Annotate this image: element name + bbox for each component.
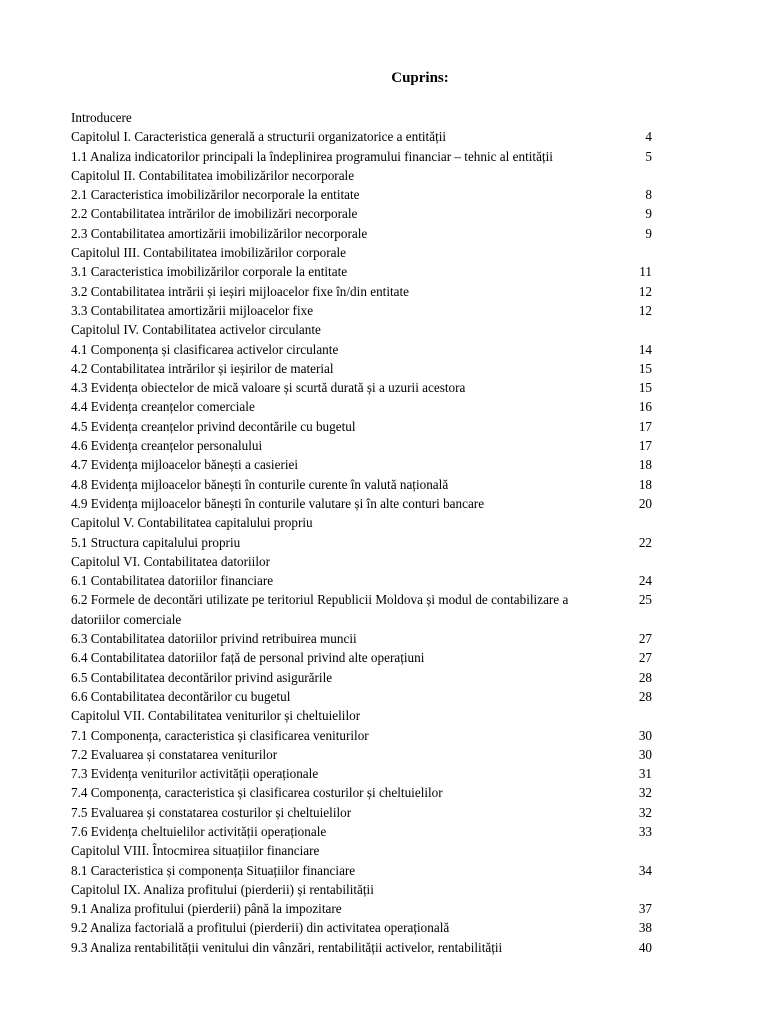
toc-entry-text: 4.6 Evidența creanțelor personalului <box>71 438 263 454</box>
toc-entry <box>71 513 652 532</box>
toc-entry-text: 6.5 Contabilitatea decontărilor privind asigurările <box>71 669 333 685</box>
toc-entry <box>71 841 652 860</box>
toc-entry-page: 15 <box>638 380 652 396</box>
toc-entry <box>71 571 652 590</box>
toc-entry-text: 6.3 Contabilitatea datoriilor privind retribuirea muncii <box>71 631 357 647</box>
toc-entry-text: 7.6 Evidența cheltuielilor activității operaționale <box>71 823 327 839</box>
toc-entry-page: 30 <box>638 727 652 743</box>
toc-entry-text: 2.1 Caracteristica imobilizărilor necorporale la entitate <box>71 187 360 203</box>
toc-entry-text: Capitolul VIII. Întocmirea situațiilor financiare <box>71 843 320 859</box>
table-of-contents <box>71 108 652 957</box>
toc-entry-text: 7.2 Evaluarea și constatarea veniturilor <box>71 746 278 762</box>
toc-entry-page: 28 <box>638 688 652 704</box>
toc-entry-text: Capitolul VI. Contabilitatea datoriilor <box>71 553 270 569</box>
toc-entry-page: 11 <box>639 264 652 280</box>
toc-entry-text: 4.4 Evidența creanțelor comerciale <box>71 399 255 415</box>
toc-entry-text: 4.9 Evidența mijloacelor bănești în conturile valutare și în alte conturi bancare <box>71 495 485 511</box>
toc-entry-page: 12 <box>638 283 652 299</box>
toc-entry-page: 24 <box>638 573 652 589</box>
toc-entry-page: 25 <box>638 592 652 608</box>
toc-entry-text: Capitolul I. Caracteristica generală a structurii organizatorice a entității <box>71 129 447 145</box>
toc-entry <box>71 783 652 802</box>
toc-entry-text: 4.2 Contabilitatea intrărilor și ieșirilor de material <box>71 360 334 376</box>
toc-entry <box>71 803 652 822</box>
toc-entry <box>71 262 652 281</box>
toc-entry-page: 32 <box>638 785 652 801</box>
toc-entry <box>71 166 652 185</box>
toc-entry-page: 33 <box>638 823 652 839</box>
toc-entry-text: Capitolul III. Contabilitatea imobilizărilor corporale <box>71 245 347 261</box>
toc-entry-page: 18 <box>638 457 652 473</box>
toc-entry-text: 8.1 Caracteristica și componența Situațiilor financiare <box>71 862 356 878</box>
toc-entry-page: 20 <box>638 495 652 511</box>
toc-entry <box>71 494 652 513</box>
toc-entry-text: 1.1 Analiza indicatorilor principali la îndeplinirea programului financiar – tehnic al entității <box>71 148 553 164</box>
toc-entry-text: 2.2 Contabilitatea intrărilor de imobilizări necorporale <box>71 206 358 222</box>
toc-entry-text: 6.6 Contabilitatea decontărilor cu bugetul <box>71 688 291 704</box>
toc-entry <box>71 204 652 223</box>
toc-entry <box>71 301 652 320</box>
toc-entry-page: 8 <box>645 187 652 203</box>
toc-entry-text: 2.3 Contabilitatea amortizării imobilizărilor necorporale <box>71 225 368 241</box>
toc-entry-text: Capitolul IX. Analiza profitului (pierderii) și rentabilității <box>71 881 374 897</box>
toc-entry-page: 30 <box>638 746 652 762</box>
toc-entry-text: 3.1 Caracteristica imobilizărilor corporale la entitate <box>71 264 348 280</box>
toc-entry <box>71 243 652 262</box>
toc-entry-text: 6.2 Formele de decontări utilizate pe teritoriul Republicii Moldova și modul de contabilizare a datoriilor comerciale <box>71 592 569 627</box>
toc-entry-page: 16 <box>638 399 652 415</box>
toc-entry-page: 34 <box>638 862 652 878</box>
toc-entry <box>71 648 652 667</box>
toc-entry-text: 5.1 Structura capitalului propriu <box>71 534 241 550</box>
toc-entry-page: 37 <box>638 901 652 917</box>
toc-entry-text: Capitolul VII. Contabilitatea veniturilor și cheltuielilor <box>71 708 361 724</box>
toc-entry <box>71 726 652 745</box>
toc-entry-text: 4.3 Evidența obiectelor de mică valoare și scurtă durată și a uzurii acestora <box>71 380 466 396</box>
toc-entry-text: 4.8 Evidența mijloacelor bănești în conturile curente în valută națională <box>71 476 449 492</box>
toc-entry-text: 3.3 Contabilitatea amortizării mijloacelor fixe <box>71 302 314 318</box>
toc-entry-text: 3.2 Contabilitatea intrării și ieșiri mijloacelor fixe în/din entitate <box>71 283 410 299</box>
toc-entry-text: Capitolul V. Contabilitatea capitalului propriu <box>71 515 313 531</box>
toc-entry <box>71 397 652 416</box>
toc-entry <box>71 687 652 706</box>
toc-entry-page: 17 <box>638 438 652 454</box>
toc-entry <box>71 533 652 552</box>
toc-entry-text: Introducere <box>71 110 132 125</box>
toc-entry-text: Capitolul IV. Contabilitatea activelor circulante <box>71 322 321 338</box>
toc-entry <box>71 108 652 127</box>
toc-entry <box>71 918 652 937</box>
toc-entry-page: 5 <box>645 148 652 164</box>
toc-entry-page: 17 <box>638 418 652 434</box>
toc-entry <box>71 629 652 648</box>
toc-entry <box>71 899 652 918</box>
toc-entry-text: 7.5 Evaluarea și constatarea costurilor și cheltuielilor <box>71 804 352 820</box>
toc-entry-page: 28 <box>638 669 652 685</box>
toc-entry-text: 4.1 Componența și clasificarea activelor circulante <box>71 341 339 357</box>
toc-entry <box>71 861 652 880</box>
toc-entry-page: 22 <box>638 534 652 550</box>
toc-entry <box>71 185 652 204</box>
toc-entry <box>71 880 652 899</box>
toc-entry-text: Capitolul II. Contabilitatea imobilizărilor necorporale <box>71 167 355 183</box>
toc-entry-page: 4 <box>645 129 652 145</box>
toc-entry-text: 6.4 Contabilitatea datoriilor față de personal privind alte operațiuni <box>71 650 425 666</box>
toc-entry-text: 9.1 Analiza profitului (pierderii) până la impozitare <box>71 901 342 917</box>
toc-entry <box>71 455 652 474</box>
toc-entry <box>71 224 652 243</box>
toc-entry-page: 15 <box>638 360 652 376</box>
toc-entry <box>71 320 652 339</box>
toc-entry <box>71 340 652 359</box>
page-title: Cuprins: <box>391 70 449 86</box>
toc-entry <box>71 764 652 783</box>
toc-entry-page: 9 <box>645 225 652 241</box>
toc-entry <box>71 436 652 455</box>
toc-entry <box>71 127 652 146</box>
toc-entry <box>71 378 652 397</box>
toc-entry-text: 7.3 Evidența veniturilor activității operaționale <box>71 766 319 782</box>
toc-entry <box>71 706 652 725</box>
toc-entry <box>71 590 652 629</box>
toc-entry <box>71 668 652 687</box>
toc-entry <box>71 417 652 436</box>
toc-entry-page: 40 <box>638 939 652 955</box>
toc-entry-page: 27 <box>638 631 652 647</box>
toc-entry <box>71 822 652 841</box>
toc-entry-page: 31 <box>638 766 652 782</box>
toc-entry-page: 32 <box>638 804 652 820</box>
toc-entry-text: 4.7 Evidența mijloacelor bănești a casieriei <box>71 457 299 473</box>
toc-entry-page: 18 <box>638 476 652 492</box>
toc-entry-text: 6.1 Contabilitatea datoriilor financiare <box>71 573 274 589</box>
toc-entry-page: 12 <box>638 302 652 318</box>
toc-entry <box>71 359 652 378</box>
toc-entry-page: 38 <box>638 920 652 936</box>
toc-entry <box>71 938 652 957</box>
toc-entry <box>71 552 652 571</box>
toc-entry <box>71 745 652 764</box>
toc-entry <box>71 147 652 166</box>
toc-entry-page: 14 <box>638 341 652 357</box>
toc-entry-text: 7.1 Componența, caracteristica și clasificarea veniturilor <box>71 727 369 743</box>
toc-entry-text: 4.5 Evidența creanțelor privind decontările cu bugetul <box>71 418 356 434</box>
toc-entry-text: 7.4 Componența, caracteristica și clasificarea costurilor și cheltuielilor <box>71 785 443 801</box>
toc-entry-page: 27 <box>638 650 652 666</box>
toc-entry-text: 9.2 Analiza factorială a profitului (pierderii) din activitatea operațională <box>71 920 450 936</box>
toc-entry <box>71 282 652 301</box>
toc-entry-text: 9.3 Analiza rentabilității venitului din vânzări, rentabilității activelor, rentabilității <box>71 939 503 955</box>
toc-entry <box>71 475 652 494</box>
toc-entry-page: 9 <box>645 206 652 222</box>
